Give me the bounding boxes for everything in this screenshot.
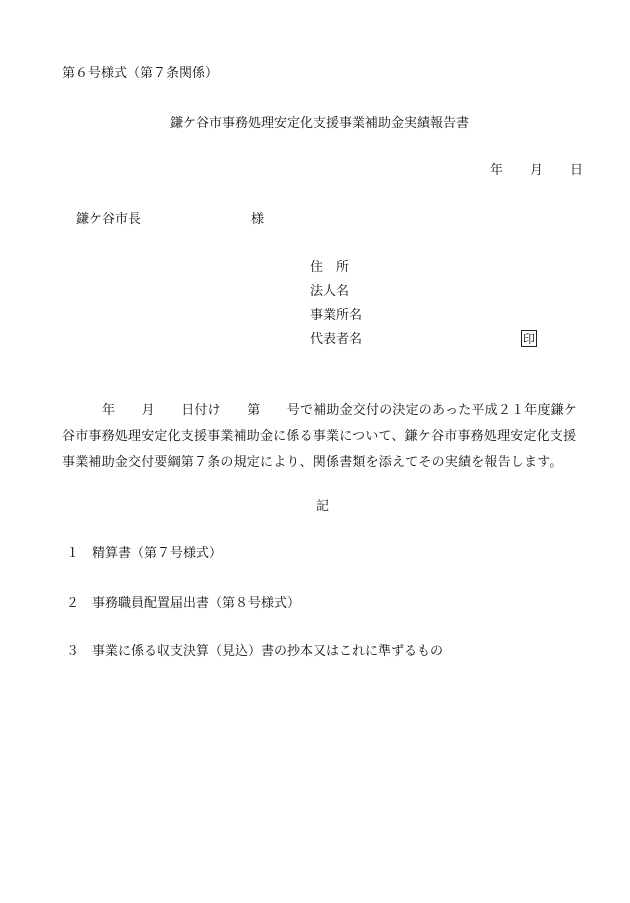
body-line-2: 谷市事務処理安定化支援事業補助金に係る事業について、鎌ケ谷市事務処理安定化支援 [62,429,577,444]
item-text: 精算書（第７号様式） [92,546,223,561]
form-number: 第６号様式（第７条関係） [62,66,219,81]
date-day: 日 [570,163,584,178]
body-line-3: 事業補助金交付要綱第７条の規定により、関係書類を添えてその実績を報告します。 [62,455,563,470]
corporation-label: 法人名 [310,284,350,299]
document-title: 鎌ケ谷市事務処理安定化支援事業補助金実績報告書 [170,116,470,131]
seal-mark: 印 [523,332,536,346]
addressee-honorific: 様 [251,212,265,227]
body-line-1: 年 月 日付け 第 号で補助金交付の決定のあった平成２１年度鎌ケ [102,403,578,418]
item-number: ２ [66,596,80,611]
item-text: 事務職員配置届出書（第８号様式） [92,596,301,611]
item-text: 事業に係る収支決算（見込）書の抄本又はこれに準ずるもの [92,644,444,659]
ki-heading: 記 [316,499,330,514]
item-number: １ [66,546,80,561]
item-number: ３ [66,644,80,659]
representative-label: 代表者名 [310,332,363,347]
address-label: 住 所 [310,260,350,275]
date-month: 月 [530,163,544,178]
office-label: 事業所名 [310,308,363,323]
addressee-name: 鎌ケ谷市長 [76,212,142,227]
report-body [62,398,578,476]
date-year: 年 [490,163,504,178]
